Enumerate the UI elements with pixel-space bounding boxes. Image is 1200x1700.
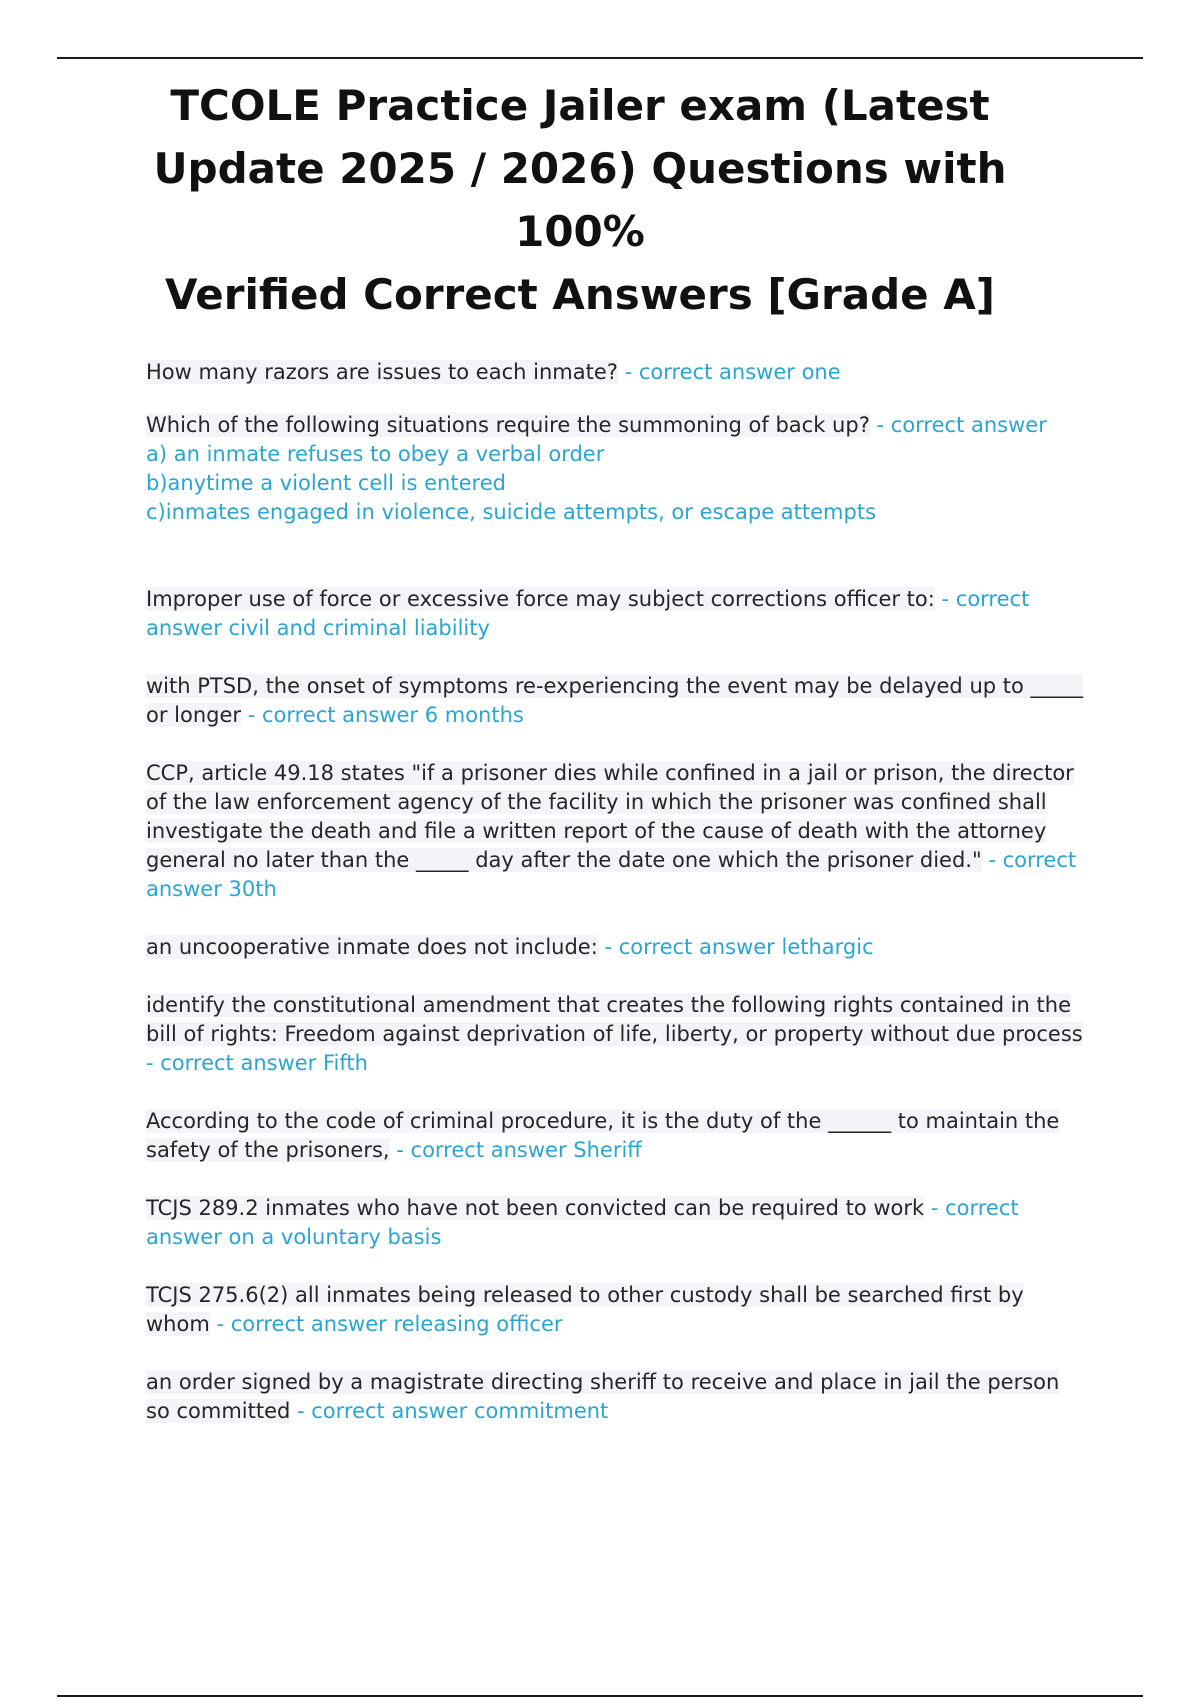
answer-text: releasing officer [393, 1312, 563, 1336]
title-line-2: Update 2025 / 2026) Questions with 100% [153, 144, 1007, 256]
answer-text: Fifth [322, 1051, 368, 1075]
answer-separator: - correct answer [617, 360, 802, 384]
answer-text: 30th [228, 877, 277, 901]
question-text: Improper use of force or excessive force may subject corrections officer to: [146, 587, 935, 611]
qa-item-10 [146, 1281, 1086, 1339]
qa-item-3 [146, 585, 1086, 643]
qa-list [146, 358, 1086, 1426]
answer-text: lethargic [781, 935, 874, 959]
title-line-1: TCOLE Practice Jailer exam (Latest [170, 81, 990, 130]
qa-item-6 [146, 933, 1086, 962]
question-text: How many razors are issues to each inmate? [146, 360, 618, 384]
answer-separator: - correct answer [146, 1196, 1019, 1249]
question-text: According to the code of criminal procedure, it is the duty of the ______ to maintain the safety of the prisoners, [146, 1109, 1060, 1162]
answer-separator: - correct answer [290, 1399, 474, 1423]
title-line-3: Verified Correct Answers [Grade A] [165, 270, 995, 319]
answer-text: one [801, 360, 841, 384]
answer-separator: - correct answer [146, 1051, 323, 1075]
answer-text: Sheriff [573, 1138, 642, 1162]
qa-item-9 [146, 1194, 1086, 1252]
answer-separator: - correct answer [146, 587, 1030, 640]
answer-separator: - correct answer [209, 1312, 394, 1336]
answer-option: b)anytime a violent cell is entered [146, 471, 506, 495]
answer-separator: - correct answer [389, 1138, 574, 1162]
question-text: identify the constitutional amendment that creates the following rights contained in the bill of rights: Freedom against deprivation of life, liberty, or property without due process [146, 993, 1083, 1046]
qa-item-5 [146, 759, 1086, 904]
answer-text: on a voluntary basis [228, 1225, 442, 1249]
question-text: with PTSD, the onset of symptoms re-experiencing the event may be delayed up to _____ or longer [146, 674, 1084, 727]
qa-item-8 [146, 1107, 1086, 1165]
question-text: an uncooperative inmate does not include: [146, 935, 598, 959]
qa-item-4 [146, 672, 1086, 730]
qa-item-11 [146, 1368, 1086, 1426]
question-text: an order signed by a magistrate directing sheriff to receive and place in jail the person so committed [146, 1370, 1060, 1423]
answer-separator: - correct answer [146, 848, 1077, 901]
answer-separator: - correct answer [241, 703, 425, 727]
answer-text: civil and criminal liability [228, 616, 490, 640]
answer-option: a) an inmate refuses to obey a verbal order [146, 442, 605, 466]
qa-item-1 [146, 358, 1086, 387]
answer-text: commitment [474, 1399, 609, 1423]
qa-item-2 [146, 411, 1086, 527]
question-text: Which of the following situations require the summoning of back up? [146, 413, 870, 437]
bottom-rule [57, 1695, 1143, 1697]
question-text: TCJS 275.6(2) all inmates being released to other custody shall be searched first by whom [146, 1283, 1024, 1336]
answer-text: 6 months [424, 703, 524, 727]
question-text: CCP, article 49.18 states "if a prisoner dies while confined in a jail or prison, the director of the law enforcement agency of the facility in which the prisoner was confined shall investigate the death and file a written report of the cause of death with the attorney general no later than the _____ day after the date one which the prisoner died." [146, 761, 1074, 872]
qa-item-7 [146, 991, 1086, 1078]
document-title [100, 74, 1060, 326]
answer-separator: - correct answer [597, 935, 782, 959]
question-text: TCJS 289.2 inmates who have not been convicted can be required to work [146, 1196, 925, 1220]
answer-separator: - correct answer [869, 413, 1047, 437]
answer-option: c)inmates engaged in violence, suicide attempts, or escape attempts [146, 500, 877, 524]
top-rule [57, 57, 1143, 59]
